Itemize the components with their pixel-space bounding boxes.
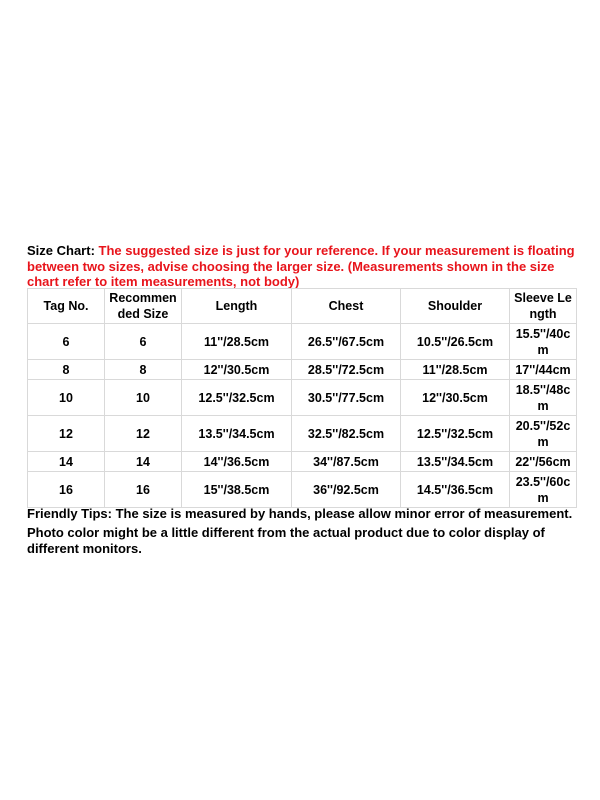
cell-tag-no: 12 bbox=[28, 416, 105, 452]
cell-sleeve-length: 23.5''/60cm bbox=[510, 472, 577, 508]
cell-tag-no: 8 bbox=[28, 360, 105, 380]
cell-shoulder: 11''/28.5cm bbox=[401, 360, 510, 380]
cell-sleeve-length: 17''/44cm bbox=[510, 360, 577, 380]
header-tag-no: Tag No. bbox=[28, 289, 105, 324]
cell-sleeve-length: 22''/56cm bbox=[510, 452, 577, 472]
cell-sleeve-length: 20.5''/52cm bbox=[510, 416, 577, 452]
cell-tag-no: 16 bbox=[28, 472, 105, 508]
size-advice-note: The suggested size is just for your reference. If your measurement is floating between two sizes, advise choosing the larger size. (Measurements shown in the size chart refer to item measurements, not body) bbox=[27, 243, 575, 289]
tips-color-note: Photo color might be a little different from the actual product due to color display of different monitors. bbox=[27, 525, 545, 556]
cell-length: 13.5''/34.5cm bbox=[182, 416, 292, 452]
cell-sleeve-length: 18.5''/48cm bbox=[510, 380, 577, 416]
cell-shoulder: 12''/30.5cm bbox=[401, 380, 510, 416]
header-recommended-size: Recommended Size bbox=[105, 289, 182, 324]
cell-sleeve-length: 15.5''/40cm bbox=[510, 324, 577, 360]
table-row bbox=[28, 360, 577, 380]
cell-recommended-size: 14 bbox=[105, 452, 182, 472]
cell-recommended-size: 16 bbox=[105, 472, 182, 508]
cell-length: 12''/30.5cm bbox=[182, 360, 292, 380]
header-shoulder: Shoulder bbox=[401, 289, 510, 324]
cell-length: 11''/28.5cm bbox=[182, 324, 292, 360]
cell-chest: 26.5''/67.5cm bbox=[292, 324, 401, 360]
cell-recommended-size: 8 bbox=[105, 360, 182, 380]
header-sleeve-length: Sleeve Length bbox=[510, 289, 577, 324]
cell-tag-no: 14 bbox=[28, 452, 105, 472]
tips-measurement-note: Friendly Tips: The size is measured by hands, please allow minor error of measurement. bbox=[27, 506, 573, 521]
cell-shoulder: 12.5''/32.5cm bbox=[401, 416, 510, 452]
cell-tag-no: 10 bbox=[28, 380, 105, 416]
table-row bbox=[28, 452, 577, 472]
cell-length: 15''/38.5cm bbox=[182, 472, 292, 508]
size-chart-table bbox=[27, 288, 577, 508]
size-chart-intro bbox=[27, 243, 583, 290]
header-length: Length bbox=[182, 289, 292, 324]
cell-tag-no: 6 bbox=[28, 324, 105, 360]
table-row bbox=[28, 416, 577, 452]
cell-chest: 30.5''/77.5cm bbox=[292, 380, 401, 416]
table-header-row bbox=[28, 289, 577, 324]
cell-shoulder: 10.5''/26.5cm bbox=[401, 324, 510, 360]
cell-length: 14''/36.5cm bbox=[182, 452, 292, 472]
cell-recommended-size: 10 bbox=[105, 380, 182, 416]
cell-shoulder: 13.5''/34.5cm bbox=[401, 452, 510, 472]
cell-shoulder: 14.5''/36.5cm bbox=[401, 472, 510, 508]
table-row bbox=[28, 472, 577, 508]
cell-chest: 36''/92.5cm bbox=[292, 472, 401, 508]
size-chart-label: Size Chart: bbox=[27, 243, 95, 258]
cell-recommended-size: 12 bbox=[105, 416, 182, 452]
table-row bbox=[28, 324, 577, 360]
cell-chest: 32.5''/82.5cm bbox=[292, 416, 401, 452]
friendly-tips bbox=[27, 506, 583, 560]
cell-length: 12.5''/32.5cm bbox=[182, 380, 292, 416]
table-row bbox=[28, 380, 577, 416]
cell-recommended-size: 6 bbox=[105, 324, 182, 360]
header-chest: Chest bbox=[292, 289, 401, 324]
cell-chest: 34''/87.5cm bbox=[292, 452, 401, 472]
cell-chest: 28.5''/72.5cm bbox=[292, 360, 401, 380]
